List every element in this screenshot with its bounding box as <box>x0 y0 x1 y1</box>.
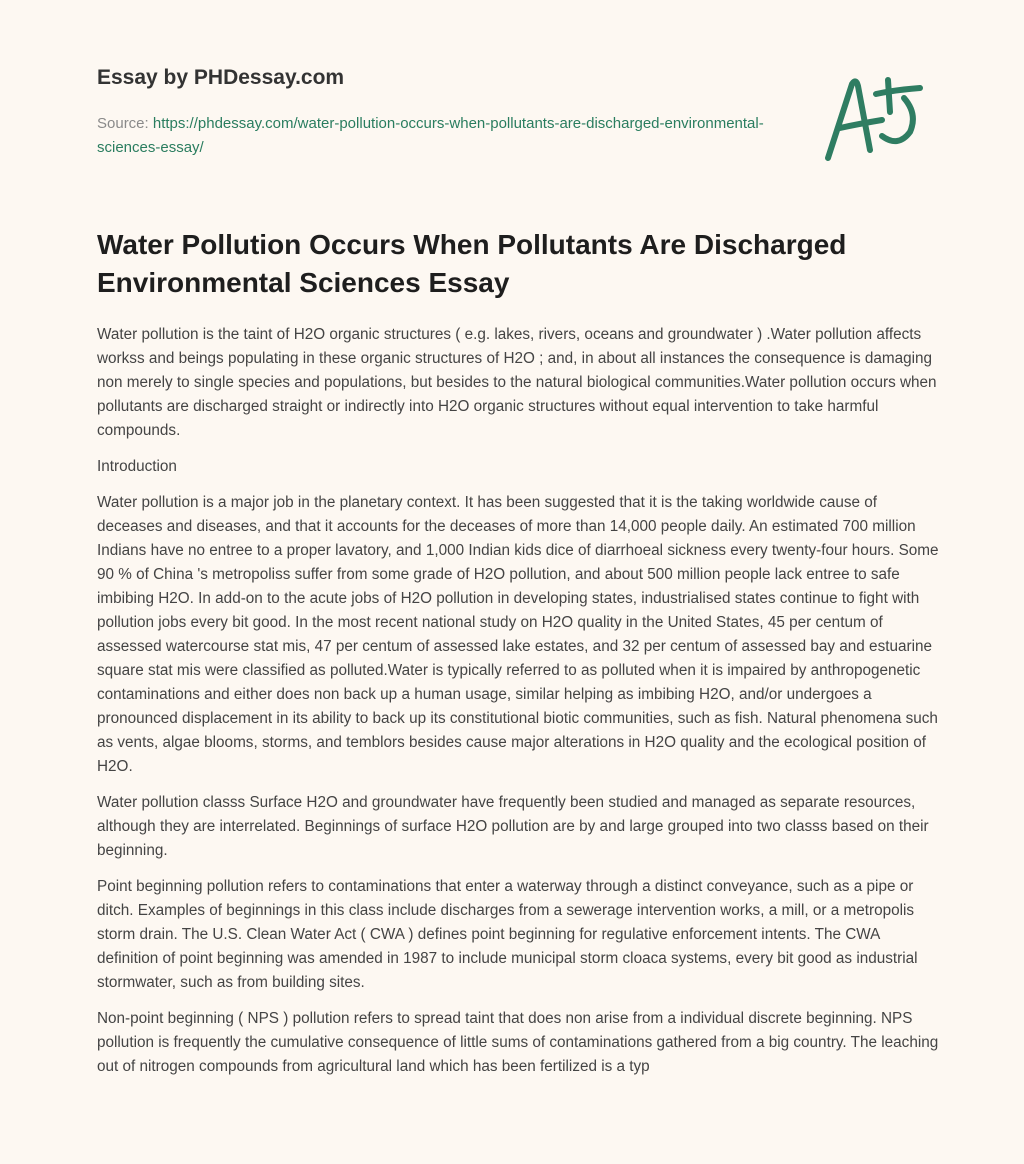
section-heading: Introduction <box>97 458 177 475</box>
paragraph: Water pollution is the taint of H2O organic structures ( e.g. lakes, rivers, oceans and groundwater ) .Water pollution affects workss and beings populating in these organic structures of H2O ; and, in about all instances the consequence is damaging non merely to single species and populations, but besides to the natural biological communities.Water pollution occurs when pollutants are discharged straight or indirectly into H2O organic structures without equal intervention to take harmful compounds. <box>97 326 937 439</box>
source-label: Source: <box>97 115 149 132</box>
source-link[interactable]: https://phdessay.com/water-pollution-occurs-when-pollutants-are-discharged-environmental-sciences-essay/ <box>97 115 764 156</box>
paragraph: Non-point beginning ( NPS ) pollution refers to spread taint that does non arise from a individual discrete beginning. NPS pollution is frequently the cumulative consequence of little sums of contaminations gathered from a big country. The leaching out of nitrogen compounds from agricultural land which has been fertilized is a typ <box>97 1010 939 1075</box>
source-line <box>97 112 777 160</box>
paragraph: Point beginning pollution refers to contaminations that enter a waterway through a distinct conveyance, such as a pipe or ditch. Examples of beginnings in this class include discharges from a sewerage intervention works, a mill, or a metropolis storm drain. The U.S. Clean Water Act ( CWA ) defines point beginning for regulative enforcement intents. The CWA definition of point beginning was amended in 1987 to include municipal storm cloaca systems, every bit good as industrial stormwater, such as from building sites. <box>97 878 918 991</box>
article-title: Water Pollution Occurs When Pollutants Are Discharged Environmental Sciences Essay <box>97 229 847 298</box>
paragraph: Water pollution classs Surface H2O and groundwater have frequently been studied and managed as separate resources, although they are interrelated. Beginnings of surface H2O pollution are by and large grouped into two classs based on their beginning. <box>97 794 929 859</box>
site-brand: Essay by PHDessay.com <box>97 66 345 89</box>
a-plus-logo-icon <box>818 70 928 165</box>
paragraph: Water pollution is a major job in the planetary context. It has been suggested that it is the taking worldwide cause of deceases and diseases, and that it accounts for the deceases of more than 14,000 people daily. An estimated 700 million Indians have no entree to a proper lavatory, and 1,000 Indian kids dice of diarrhoeal sickness every twenty-four hours. Some 90 % of China 's metropoliss suffer from some grade of H2O pollution, and about 500 million people lack entree to safe imbibing H2O. In add-on to the acute jobs of H2O pollution in developing states, industrialised states continue to fight with pollution jobs every bit good. In the most recent national study on H2O quality in the United States, 45 per centum of assessed watercourse stat mis, 47 per centum of assessed lake estates, and 32 per centum of assessed bay and estuarine square stat mis were classified as polluted.Water is typically referred to as polluted when it is impaired by anthropogenetic contaminations and either does non back up a human usage, similar helping as imbibing H2O, and/or undergoes a pronounced displacement in its ability to back up its constitutional biotic communities, such as fish. Natural phenomena such as vents, algae blooms, storms, and temblors besides cause major alterations in H2O quality and the ecological position of H2O. <box>97 494 939 775</box>
article-body <box>97 323 942 1091</box>
